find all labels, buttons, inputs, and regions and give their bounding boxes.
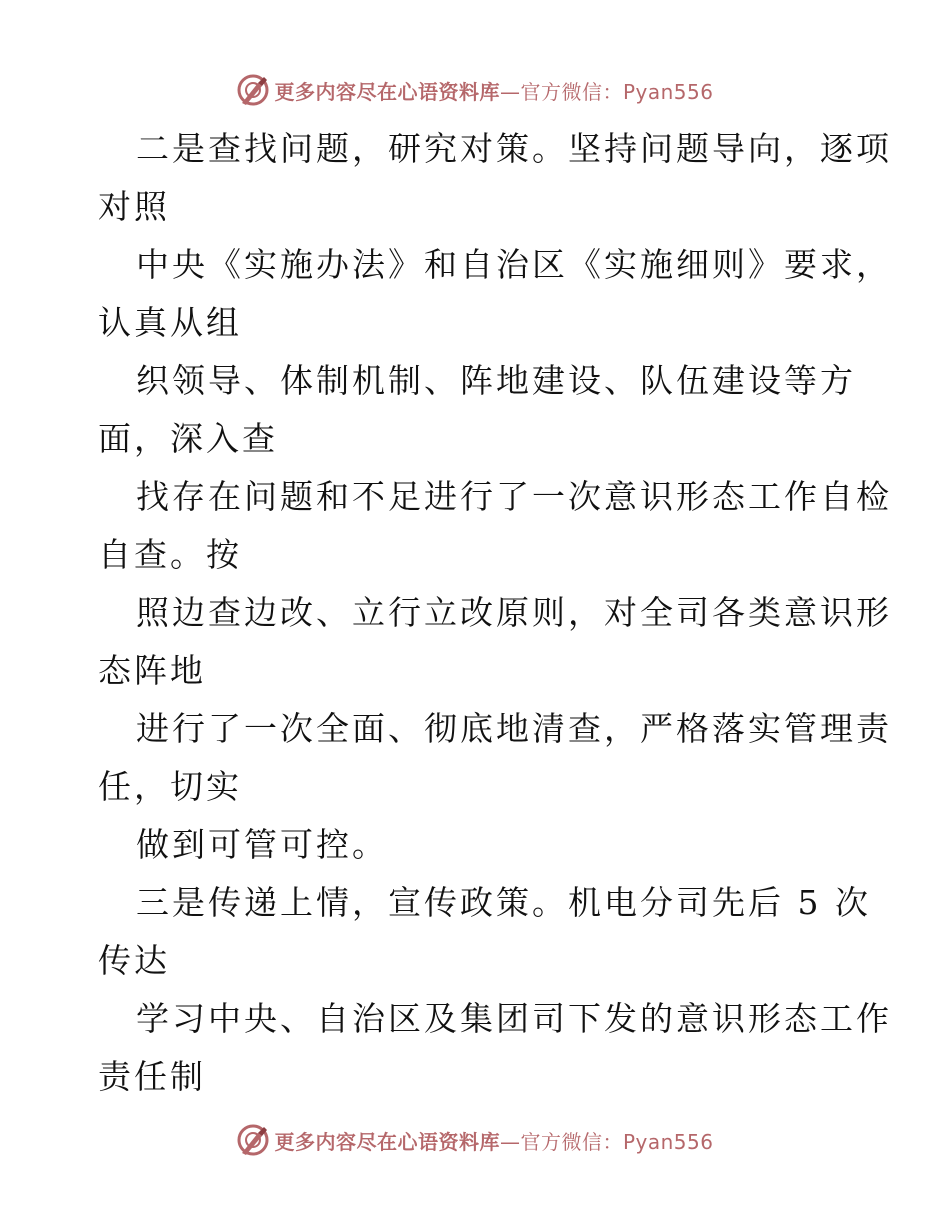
watermark-text (274, 76, 713, 105)
header-watermark (0, 70, 950, 110)
text-line: 对照 (98, 187, 170, 226)
text-line: 做到可管可控。 (136, 825, 388, 864)
text-line: 认真从组 (98, 303, 242, 342)
watermark-text (274, 1126, 713, 1155)
watermark-separator: — (499, 1129, 521, 1154)
watermark-separator: — (499, 79, 521, 104)
text-line: 面，深入查 (98, 419, 278, 458)
text-line: 织领导、体制机制、阵地建设、队伍建设等方 (136, 361, 856, 400)
text-line: 传达 (98, 941, 170, 980)
watermark-wechat-text: 官方微信：Pyan556 (520, 79, 714, 104)
text-line: 三是传递上情，宣传政策。机电分司先后 5 次 (136, 883, 871, 922)
text-line: 中央《实施办法》和自治区《实施细则》要求， (136, 245, 892, 284)
pen-seal-logo-icon (236, 1123, 270, 1157)
watermark-bold-text: 更多内容尽在心语资料库 (274, 79, 500, 104)
text-line: 态阵地 (98, 651, 206, 690)
text-line: 照边查边改、立行立改原则，对全司各类意识形 (136, 593, 892, 632)
pen-seal-logo-icon (236, 73, 270, 107)
text-line: 二是查找问题，研究对策。坚持问题导向，逐项 (136, 129, 892, 168)
text-line: 学习中央、自治区及集团司下发的意识形态工作 (136, 999, 892, 1038)
text-line: 任，切实 (98, 767, 242, 806)
text-line: 进行了一次全面、彻底地清查，严格落实管理责 (136, 709, 892, 748)
document-body (98, 120, 892, 1106)
text-line: 找存在问题和不足进行了一次意识形态工作自检 (136, 477, 892, 516)
watermark-bold-text: 更多内容尽在心语资料库 (274, 1129, 500, 1154)
footer-watermark (0, 1120, 950, 1160)
text-line: 自查。按 (98, 535, 242, 574)
watermark-wechat-text: 官方微信：Pyan556 (520, 1129, 714, 1154)
text-line: 责任制 (98, 1057, 206, 1096)
